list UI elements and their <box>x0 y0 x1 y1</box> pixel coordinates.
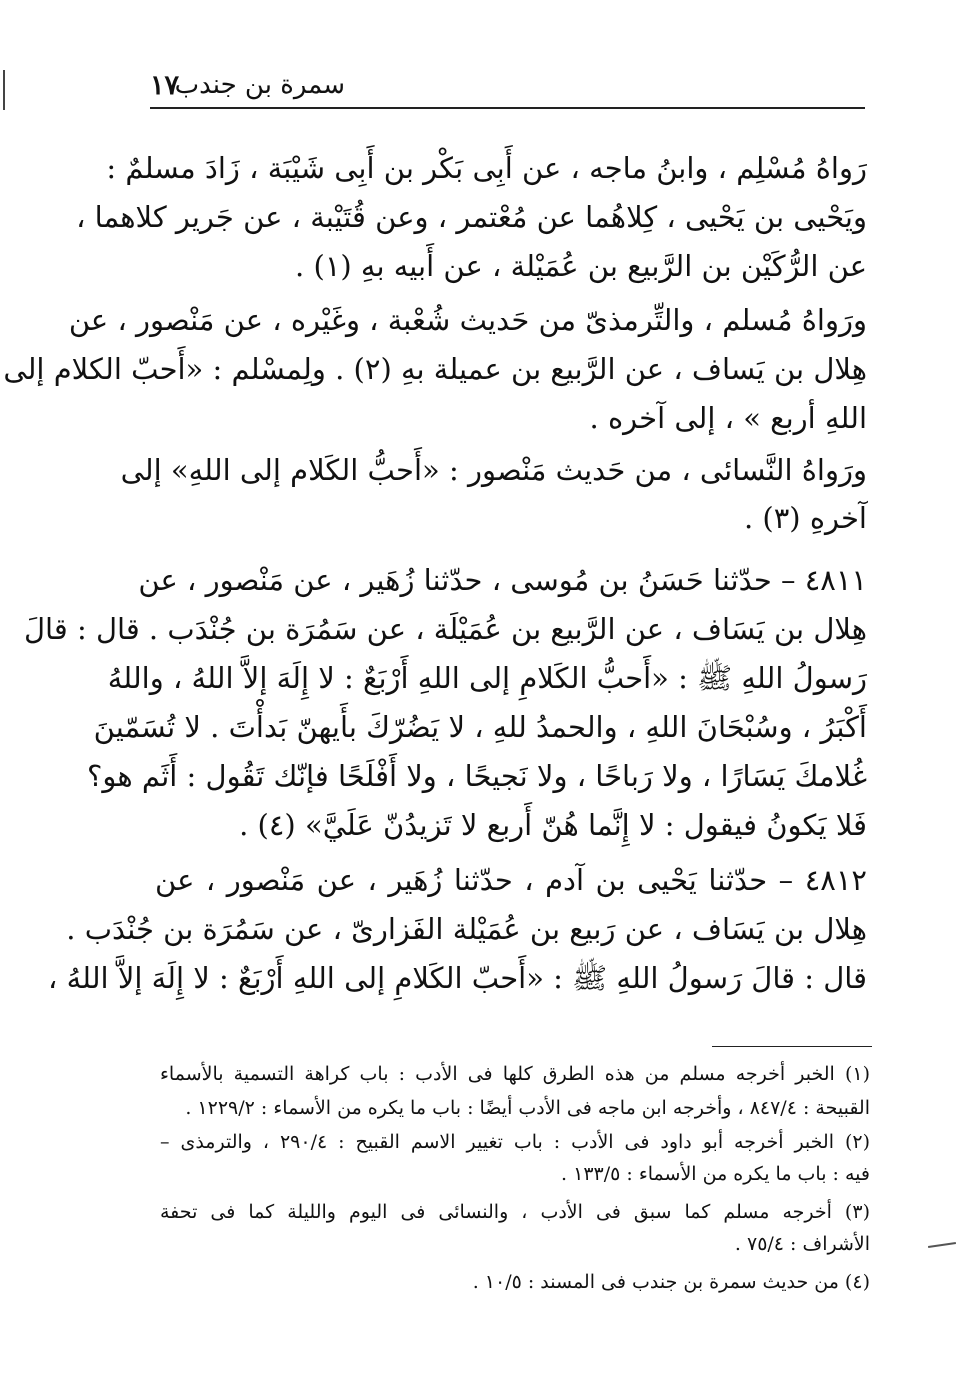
body-line: ورَواهُ مُسلم ، والتِّرمذىّ من حَديث شُعْبة ، وغَيْره ، عن مَنْصور ، عن <box>68 303 867 337</box>
body-line: هِلال بن يَساف ، عن الرَّبيع بن عميلة بهِ (٢) . ولِمسْلم : «أَحبّ الكلام إلى <box>3 352 867 386</box>
running-header <box>150 68 865 104</box>
footnote-line: القبيحة : ٨٤٧/٤ ، وأخرجه ابن ماجه فى الأدب أيضًا : باب ما يكره من الأسماء : ١٢٢٩/٢ . <box>185 1097 870 1119</box>
footnote-line: (١) الخبر أخرجه مسلم من هذه الطرق كلها فى الأدب : باب كراهة التسمية بالأسماء <box>160 1063 870 1085</box>
page-number: ١٧ <box>150 70 180 101</box>
footnote-line: فيه : باب ما يكره من الأسماء : ١٣٣/٥ . <box>561 1163 870 1185</box>
scan-margin-mark <box>928 1242 956 1248</box>
footnote-line: (٤) من حديث سمرة بن جندب فى المسند : ١٠/٥ . <box>472 1271 870 1293</box>
running-title: سمرة بن جندب <box>174 70 345 100</box>
footnote-rule <box>712 1046 872 1047</box>
hadith-4811-line: فَلا يَكونُ فيقول : لا إِنَّما هُنّ أَربع لا تَزيدُنّ عَلَيَّ» (٤) . <box>239 808 867 842</box>
footnote-line: (٣) أخرجه مسلم كما سبق فى الأدب ، والنسائى فى اليوم والليلة كما فى تحفة <box>160 1201 870 1223</box>
hadith-4811-line: هِلال بن يَسَاف ، عن الرَّبيع بن عُمَيْلَة ، عن سَمُرَة بن جُنْدَب . قال : قالَ <box>23 612 867 646</box>
hadith-4811-line: أَكْبَرُ ، وسُبْحَانَ اللهِ ، والحمدُ للهِ ، لا يَضُرّكَ بأَيهنّ بَدأْتَ . لا تُسَمّينَ <box>93 710 867 744</box>
body-line: ويَحْيى بن يَحْيى ، كِلاهُما عن مُعْتمر ، وعن قُتَيْبة ، عن جَرير كلاهما ، <box>76 200 867 234</box>
hadith-4811-line: ٤٨١١ – حدّثنا حَسَنُ بن مُوسى ، حدّثنا زُهَير ، عن مَنْصور ، عن <box>138 563 867 597</box>
body-line: آخرهِ (٣) . <box>743 501 867 535</box>
body-line: اللهِ أربع » ، إلى آخره . <box>589 401 867 435</box>
body-line: عن الرُّكَيْن بن الرَّبيع بن عُمَيْلة ، عن أَبيه بهِ (١) . <box>295 249 867 283</box>
body-line: رَواهُ مُسْلِم ، وابنُ ماجه ، عن أَبِى بَكْر بن أَبِى شَيْبَة ، زَادَ مسلمٌ : <box>106 151 867 185</box>
hadith-4812-line: ٤٨١٢ – حدّثنا يَحْيى بن آدم ، حدّثنا زُهَير ، عن مَنْصور ، عن <box>155 863 867 897</box>
footnote-line: (٢) الخبر أخرجه أبو داود فى الأدب : باب تغيير الاسم القبيح : ٢٩٠/٤ ، والترمذى – <box>160 1131 870 1153</box>
hadith-4812-line: هِلال بن يَسَاف ، عن رَبيع بن عُمَيْلة الفَزارىّ ، عن سَمُرَة بن جُنْدَب . <box>66 912 867 946</box>
body-line: ورَواهُ النَّسائى ، من حَديث مَنْصور : «أَحبُّ الكَلام إلى اللهِ» إلى <box>120 453 867 487</box>
header-rule <box>150 107 865 109</box>
hadith-4811-line: رَسولُ اللهِ ﷺ : «أَحبُّ الكَلامِ إلى اللهِ أَرْبَعٌ : لا إِلَهَ إلاَّ اللهُ ، واللهُ <box>107 661 867 695</box>
hadith-4811-line: غُلامكَ يَسَارًا ، ولا رَباحًا ، ولا نَجيحًا ، ولا أَفْلَحًا فإنّك تَقُول : أَثَم هو؟ <box>87 759 867 793</box>
footnote-line: الأشراف : ٧٥/٤ . <box>734 1233 870 1255</box>
scan-edge-mark <box>3 70 5 110</box>
hadith-4812-line: قال : قالَ رَسولُ اللهِ ﷺ : «أَحبّ الكَلامِ إلى اللهِ أَرْبَعٌ : لا إِلَهَ إلاَّ اللهُ ، <box>47 961 867 995</box>
